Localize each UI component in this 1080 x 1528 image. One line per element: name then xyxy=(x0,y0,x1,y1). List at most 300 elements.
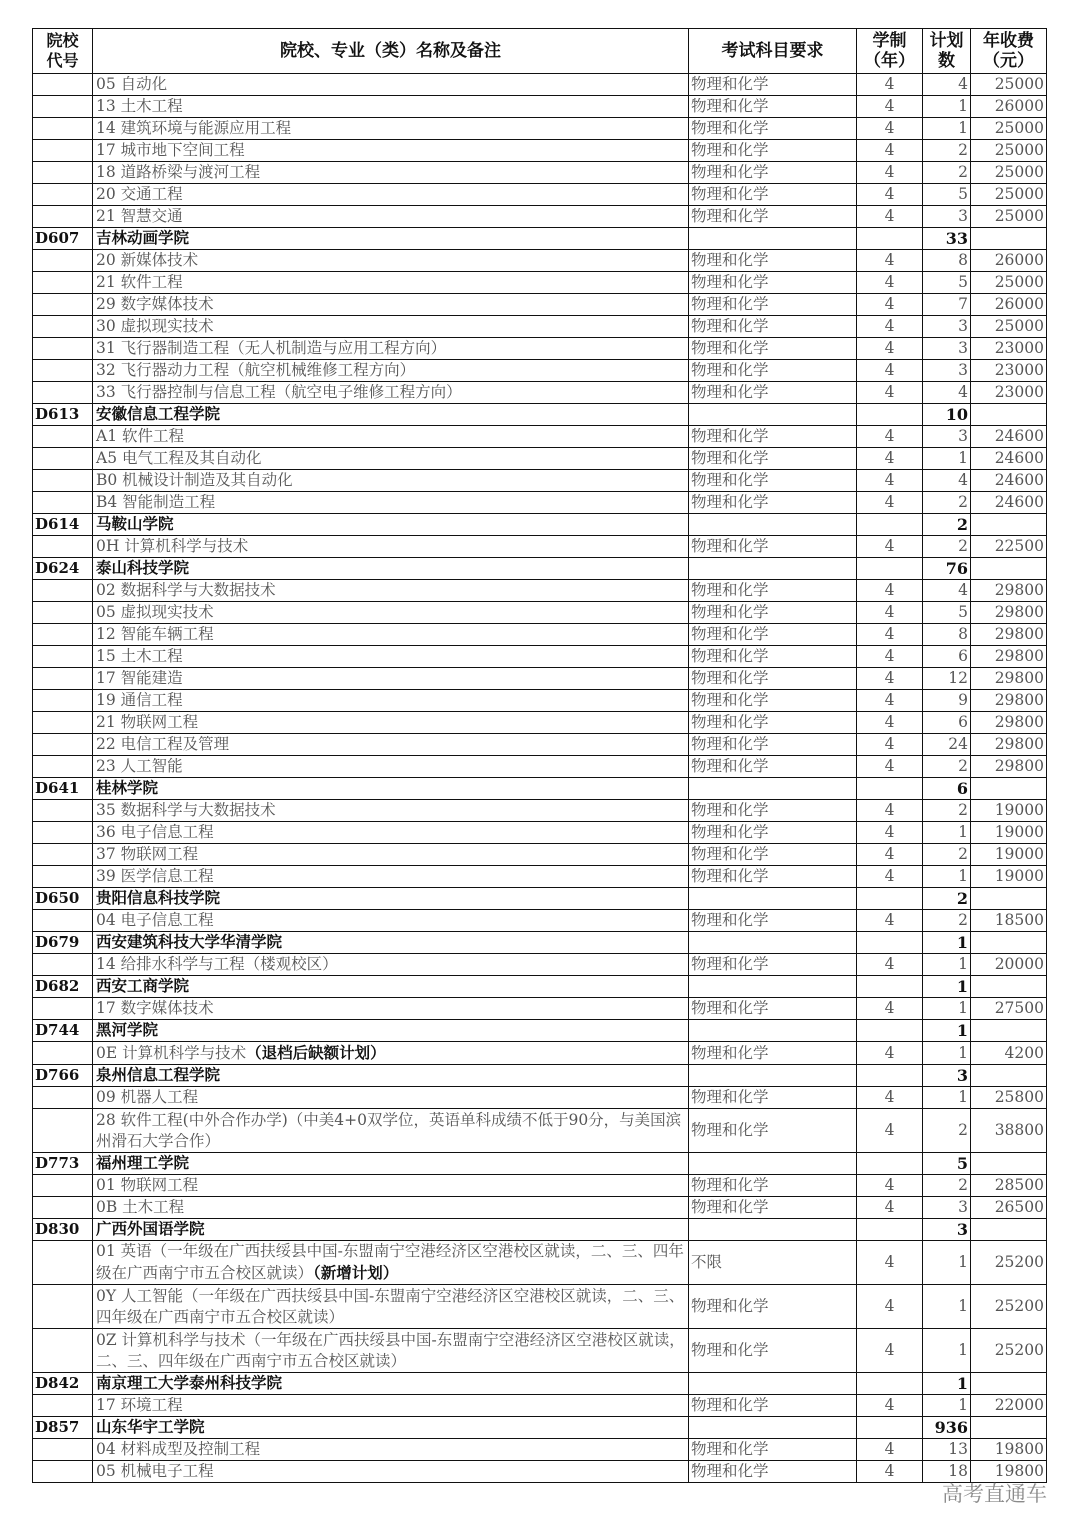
major-name: 39 医学信息工程 xyxy=(96,867,214,885)
school-name-cell xyxy=(93,1020,689,1042)
duration-cell: 4 xyxy=(857,184,923,206)
major-name: 20 新媒体技术 xyxy=(96,251,199,269)
major-name: 23 人工智能 xyxy=(96,757,183,775)
school-row xyxy=(33,404,1047,426)
school-code-cell: D842 xyxy=(33,1373,93,1395)
duration-cell: 4 xyxy=(857,448,923,470)
school-code-cell xyxy=(33,338,93,360)
exam-subject-cell xyxy=(689,558,857,580)
plan-count-cell: 1 xyxy=(923,1373,971,1395)
school-row xyxy=(33,778,1047,800)
plan-count-cell: 33 xyxy=(923,228,971,250)
exam-subject-cell: 物理和化学 xyxy=(689,1461,857,1483)
exam-subject-cell: 物理和化学 xyxy=(689,272,857,294)
school-name-cell xyxy=(93,1065,689,1087)
major-name-cell xyxy=(93,1395,689,1417)
annual-fee-cell: 29800 xyxy=(971,756,1047,778)
exam-subject-cell xyxy=(689,1417,857,1439)
major-name-cell xyxy=(93,536,689,558)
major-row xyxy=(33,74,1047,96)
duration-cell: 4 xyxy=(857,866,923,888)
annual-fee-cell xyxy=(971,1219,1047,1241)
annual-fee-cell: 27500 xyxy=(971,998,1047,1020)
duration-cell: 4 xyxy=(857,822,923,844)
school-code-cell xyxy=(33,734,93,756)
annual-fee-cell: 28500 xyxy=(971,1175,1047,1197)
plan-count-cell: 3 xyxy=(923,338,971,360)
exam-subject-cell xyxy=(689,1153,857,1175)
major-name: 28 软件工程(中外合作办学)（中美4+0双学位，英语单科成绩不低于90分，与美国滨州滑石大学合作） xyxy=(96,1110,682,1150)
major-name: 21 物联网工程 xyxy=(96,713,199,731)
plan-count-cell: 1 xyxy=(923,1285,971,1329)
major-name: 30 虚拟现实技术 xyxy=(96,317,214,335)
annual-fee-cell: 25000 xyxy=(971,118,1047,140)
plan-count-cell: 1 xyxy=(923,998,971,1020)
plan-count-cell: 1 xyxy=(923,954,971,976)
annual-fee-cell: 38800 xyxy=(971,1109,1047,1153)
major-name: A1 软件工程 xyxy=(96,427,184,445)
duration-cell: 4 xyxy=(857,250,923,272)
exam-subject-cell: 物理和化学 xyxy=(689,756,857,778)
major-row xyxy=(33,1042,1047,1065)
major-name: B4 智能制造工程 xyxy=(96,493,216,511)
major-row xyxy=(33,624,1047,646)
school-row xyxy=(33,1020,1047,1042)
plan-count-cell: 5 xyxy=(923,602,971,624)
school-code-cell: D857 xyxy=(33,1417,93,1439)
annual-fee-cell: 19800 xyxy=(971,1439,1047,1461)
duration-cell: 4 xyxy=(857,118,923,140)
school-code-cell xyxy=(33,1197,93,1219)
annual-fee-cell: 19000 xyxy=(971,800,1047,822)
duration-cell xyxy=(857,888,923,910)
duration-cell: 4 xyxy=(857,602,923,624)
plan-count-cell: 1 xyxy=(923,1329,971,1373)
major-row xyxy=(33,1087,1047,1109)
school-code-cell xyxy=(33,382,93,404)
duration-cell: 4 xyxy=(857,1109,923,1153)
school-name: 西安工商学院 xyxy=(96,977,190,995)
duration-cell: 4 xyxy=(857,360,923,382)
major-row xyxy=(33,338,1047,360)
school-code-cell: D830 xyxy=(33,1219,93,1241)
major-row xyxy=(33,1395,1047,1417)
major-name-cell xyxy=(93,624,689,646)
school-name: 山东华宇工学院 xyxy=(96,1418,205,1436)
major-name-cell xyxy=(93,96,689,118)
major-name: 09 机器人工程 xyxy=(96,1088,199,1106)
major-name: 14 给排水科学与工程（楼观校区） xyxy=(96,955,338,973)
plan-count-cell: 2 xyxy=(923,1109,971,1153)
annual-fee-cell: 29800 xyxy=(971,712,1047,734)
plan-count-cell: 2 xyxy=(923,910,971,932)
exam-subject-cell: 物理和化学 xyxy=(689,448,857,470)
school-code-cell xyxy=(33,580,93,602)
exam-subject-cell xyxy=(689,888,857,910)
plan-count-cell: 3 xyxy=(923,1065,971,1087)
school-row xyxy=(33,888,1047,910)
annual-fee-cell xyxy=(971,558,1047,580)
major-row xyxy=(33,844,1047,866)
school-row xyxy=(33,514,1047,536)
school-code-cell xyxy=(33,206,93,228)
school-row xyxy=(33,932,1047,954)
annual-fee-cell: 25000 xyxy=(971,316,1047,338)
school-name: 西安建筑科技大学华清学院 xyxy=(96,933,283,951)
major-name: 12 智能车辆工程 xyxy=(96,625,214,643)
duration-cell: 4 xyxy=(857,536,923,558)
school-code-cell xyxy=(33,74,93,96)
school-code-cell xyxy=(33,426,93,448)
major-row xyxy=(33,1329,1047,1373)
major-name: 05 自动化 xyxy=(96,75,168,93)
school-code-cell xyxy=(33,1175,93,1197)
annual-fee-cell: 25000 xyxy=(971,206,1047,228)
duration-cell: 4 xyxy=(857,162,923,184)
major-name: 33 飞行器控制与信息工程（航空电子维修工程方向） xyxy=(96,383,462,401)
major-row xyxy=(33,206,1047,228)
major-name-cell xyxy=(93,712,689,734)
school-code-cell xyxy=(33,1285,93,1329)
annual-fee-cell: 26500 xyxy=(971,1197,1047,1219)
school-code-cell xyxy=(33,1087,93,1109)
duration-cell: 4 xyxy=(857,1285,923,1329)
exam-subject-cell: 物理和化学 xyxy=(689,602,857,624)
duration-cell: 4 xyxy=(857,954,923,976)
major-name-cell xyxy=(93,426,689,448)
exam-subject-cell: 物理和化学 xyxy=(689,294,857,316)
major-row xyxy=(33,492,1047,514)
plan-count-cell: 2 xyxy=(923,756,971,778)
major-name-cell xyxy=(93,118,689,140)
major-name-cell xyxy=(93,470,689,492)
duration-cell: 4 xyxy=(857,470,923,492)
duration-cell: 4 xyxy=(857,624,923,646)
major-row xyxy=(33,118,1047,140)
major-name-cell xyxy=(93,140,689,162)
exam-subject-cell xyxy=(689,778,857,800)
major-name-cell xyxy=(93,382,689,404)
annual-fee-cell: 22500 xyxy=(971,536,1047,558)
plan-count-cell: 4 xyxy=(923,470,971,492)
major-name: 35 数据科学与大数据技术 xyxy=(96,801,276,819)
annual-fee-cell xyxy=(971,1417,1047,1439)
school-name-cell xyxy=(93,1373,689,1395)
plan-count-cell: 1 xyxy=(923,1020,971,1042)
major-row xyxy=(33,712,1047,734)
duration-cell xyxy=(857,1153,923,1175)
duration-cell: 4 xyxy=(857,756,923,778)
major-row xyxy=(33,646,1047,668)
plan-count-cell: 6 xyxy=(923,712,971,734)
major-row xyxy=(33,800,1047,822)
school-code-cell xyxy=(33,866,93,888)
duration-cell: 4 xyxy=(857,272,923,294)
school-code-cell: D679 xyxy=(33,932,93,954)
exam-subject-cell xyxy=(689,514,857,536)
annual-fee-cell: 24600 xyxy=(971,426,1047,448)
major-row xyxy=(33,316,1047,338)
annual-fee-cell: 26000 xyxy=(971,96,1047,118)
duration-cell: 4 xyxy=(857,1395,923,1417)
table-header-row xyxy=(33,29,1047,74)
duration-cell: 4 xyxy=(857,316,923,338)
school-code-cell xyxy=(33,184,93,206)
major-name: 31 飞行器制造工程（无人机制造与应用工程方向） xyxy=(96,339,447,357)
school-code-cell: D744 xyxy=(33,1020,93,1042)
exam-subject-cell: 物理和化学 xyxy=(689,426,857,448)
exam-subject-cell: 物理和化学 xyxy=(689,338,857,360)
header-duration-years: 学制 （年） xyxy=(857,29,923,74)
duration-cell xyxy=(857,1373,923,1395)
duration-cell: 4 xyxy=(857,1087,923,1109)
plan-count-cell: 5 xyxy=(923,1153,971,1175)
plan-count-cell: 1 xyxy=(923,1241,971,1285)
table-body xyxy=(33,74,1047,1483)
annual-fee-cell: 23000 xyxy=(971,360,1047,382)
duration-cell: 4 xyxy=(857,1175,923,1197)
duration-cell: 4 xyxy=(857,844,923,866)
major-name-cell xyxy=(93,866,689,888)
major-name: 32 飞行器动力工程（航空机械维修工程方向） xyxy=(96,361,416,379)
exam-subject-cell: 物理和化学 xyxy=(689,1175,857,1197)
exam-subject-cell: 物理和化学 xyxy=(689,624,857,646)
header-annual-fee: 年收费 （元） xyxy=(971,29,1047,74)
major-row xyxy=(33,250,1047,272)
exam-subject-cell: 物理和化学 xyxy=(689,140,857,162)
major-name-cell xyxy=(93,998,689,1020)
annual-fee-cell: 25200 xyxy=(971,1241,1047,1285)
duration-cell xyxy=(857,404,923,426)
major-name: 0Y 人工智能（一年级在广西扶绥县中国-东盟南宁空港经济区空港校区就读，二、三、四年级在广西南宁市五合校区就读） xyxy=(96,1286,685,1326)
school-name-cell xyxy=(93,976,689,998)
duration-cell xyxy=(857,932,923,954)
major-row xyxy=(33,690,1047,712)
exam-subject-cell xyxy=(689,1373,857,1395)
major-name: 17 数字媒体技术 xyxy=(96,999,214,1017)
duration-cell: 4 xyxy=(857,1241,923,1285)
school-code-cell: D650 xyxy=(33,888,93,910)
plan-count-cell: 3 xyxy=(923,316,971,338)
exam-subject-cell: 物理和化学 xyxy=(689,96,857,118)
major-name-cell xyxy=(93,492,689,514)
annual-fee-cell: 24600 xyxy=(971,448,1047,470)
exam-subject-cell: 物理和化学 xyxy=(689,1042,857,1065)
school-code-cell xyxy=(33,470,93,492)
plan-count-cell: 1 xyxy=(923,1395,971,1417)
major-row xyxy=(33,1109,1047,1153)
major-name-cell xyxy=(93,1439,689,1461)
major-name-cell xyxy=(93,338,689,360)
plan-count-cell: 6 xyxy=(923,778,971,800)
school-name: 泰山科技学院 xyxy=(96,559,190,577)
major-name-cell xyxy=(93,1109,689,1153)
exam-subject-cell: 物理和化学 xyxy=(689,954,857,976)
plan-count-cell: 8 xyxy=(923,624,971,646)
plan-count-cell: 12 xyxy=(923,668,971,690)
major-row xyxy=(33,470,1047,492)
exam-subject-cell: 物理和化学 xyxy=(689,360,857,382)
major-row xyxy=(33,1461,1047,1483)
major-row xyxy=(33,580,1047,602)
major-name: 21 软件工程 xyxy=(96,273,183,291)
school-code-cell xyxy=(33,602,93,624)
annual-fee-cell: 19800 xyxy=(971,1461,1047,1483)
school-code-cell xyxy=(33,954,93,976)
exam-subject-cell xyxy=(689,932,857,954)
major-row xyxy=(33,910,1047,932)
major-name: 0H 计算机科学与技术 xyxy=(96,537,249,555)
plan-count-cell: 4 xyxy=(923,382,971,404)
plan-count-cell: 1 xyxy=(923,118,971,140)
school-name-cell xyxy=(93,1153,689,1175)
annual-fee-cell: 20000 xyxy=(971,954,1047,976)
annual-fee-cell: 19000 xyxy=(971,822,1047,844)
annual-fee-cell: 19000 xyxy=(971,866,1047,888)
major-name: 20 交通工程 xyxy=(96,185,183,203)
major-name: 01 物联网工程 xyxy=(96,1176,199,1194)
school-code-cell xyxy=(33,1042,93,1065)
plan-count-cell: 1 xyxy=(923,96,971,118)
major-name-cell xyxy=(93,206,689,228)
exam-subject-cell: 物理和化学 xyxy=(689,998,857,1020)
major-name: 04 材料成型及控制工程 xyxy=(96,1440,261,1458)
major-row xyxy=(33,822,1047,844)
annual-fee-cell xyxy=(971,228,1047,250)
exam-subject-cell: 物理和化学 xyxy=(689,910,857,932)
school-code-cell xyxy=(33,844,93,866)
major-name-cell xyxy=(93,1329,689,1373)
school-name: 福州理工学院 xyxy=(96,1154,190,1172)
school-row xyxy=(33,1065,1047,1087)
major-row xyxy=(33,954,1047,976)
exam-subject-cell xyxy=(689,1020,857,1042)
school-name-cell xyxy=(93,1219,689,1241)
school-code-cell xyxy=(33,646,93,668)
plan-count-cell: 6 xyxy=(923,646,971,668)
exam-subject-cell: 物理和化学 xyxy=(689,844,857,866)
major-name: 13 土木工程 xyxy=(96,97,183,115)
plan-count-cell: 2 xyxy=(923,536,971,558)
header-school-code: 院校 代号 xyxy=(33,29,93,74)
major-name-cell xyxy=(93,360,689,382)
annual-fee-cell xyxy=(971,778,1047,800)
exam-subject-cell: 物理和化学 xyxy=(689,162,857,184)
duration-cell xyxy=(857,514,923,536)
exam-subject-cell: 物理和化学 xyxy=(689,382,857,404)
major-name-cell xyxy=(93,448,689,470)
school-row xyxy=(33,558,1047,580)
plan-count-cell: 2 xyxy=(923,888,971,910)
annual-fee-cell: 4200 xyxy=(971,1042,1047,1065)
school-code-cell: D773 xyxy=(33,1153,93,1175)
plan-count-cell: 18 xyxy=(923,1461,971,1483)
major-name: 37 物联网工程 xyxy=(96,845,199,863)
duration-cell xyxy=(857,558,923,580)
school-row xyxy=(33,1153,1047,1175)
annual-fee-cell: 24600 xyxy=(971,492,1047,514)
major-row xyxy=(33,1241,1047,1285)
major-name: 17 环境工程 xyxy=(96,1396,183,1414)
plan-count-cell: 8 xyxy=(923,250,971,272)
exam-subject-cell xyxy=(689,404,857,426)
annual-fee-cell: 29800 xyxy=(971,734,1047,756)
exam-subject-cell: 物理和化学 xyxy=(689,822,857,844)
school-row xyxy=(33,228,1047,250)
annual-fee-cell: 18500 xyxy=(971,910,1047,932)
plan-count-cell: 7 xyxy=(923,294,971,316)
duration-cell xyxy=(857,1417,923,1439)
school-name-cell xyxy=(93,514,689,536)
school-name: 广西外国语学院 xyxy=(96,1220,205,1238)
duration-cell xyxy=(857,228,923,250)
exam-subject-cell: 物理和化学 xyxy=(689,1329,857,1373)
school-code-cell xyxy=(33,822,93,844)
annual-fee-cell xyxy=(971,1153,1047,1175)
school-code-cell xyxy=(33,96,93,118)
school-code-cell: D624 xyxy=(33,558,93,580)
exam-subject-cell: 物理和化学 xyxy=(689,536,857,558)
school-code-cell xyxy=(33,800,93,822)
school-code-cell xyxy=(33,118,93,140)
major-name-cell xyxy=(93,734,689,756)
school-code-cell: D766 xyxy=(33,1065,93,1087)
duration-cell: 4 xyxy=(857,910,923,932)
school-code-cell xyxy=(33,294,93,316)
major-name: 17 城市地下空间工程 xyxy=(96,141,245,159)
exam-subject-cell: 物理和化学 xyxy=(689,866,857,888)
plan-count-cell: 4 xyxy=(923,74,971,96)
annual-fee-cell: 23000 xyxy=(971,338,1047,360)
school-code-cell xyxy=(33,140,93,162)
plan-count-cell: 2 xyxy=(923,800,971,822)
major-name: 36 电子信息工程 xyxy=(96,823,214,841)
major-row xyxy=(33,602,1047,624)
school-name-cell xyxy=(93,228,689,250)
major-name-cell xyxy=(93,910,689,932)
school-name: 马鞍山学院 xyxy=(96,515,174,533)
exam-subject-cell xyxy=(689,976,857,998)
annual-fee-cell: 29800 xyxy=(971,690,1047,712)
major-name: A5 电气工程及其自动化 xyxy=(96,449,262,467)
major-name-cell xyxy=(93,690,689,712)
exam-subject-cell: 物理和化学 xyxy=(689,316,857,338)
major-name: 05 虚拟现实技术 xyxy=(96,603,214,621)
major-name-cell xyxy=(93,1087,689,1109)
plan-count-cell: 2 xyxy=(923,140,971,162)
annual-fee-cell xyxy=(971,976,1047,998)
major-row xyxy=(33,162,1047,184)
exam-subject-cell: 物理和化学 xyxy=(689,690,857,712)
duration-cell: 4 xyxy=(857,734,923,756)
exam-subject-cell: 不限 xyxy=(689,1241,857,1285)
header-exam-subjects: 考试科目要求 xyxy=(689,29,857,74)
school-code-cell xyxy=(33,712,93,734)
duration-cell: 4 xyxy=(857,668,923,690)
plan-count-cell: 4 xyxy=(923,580,971,602)
school-name: 贵阳信息科技学院 xyxy=(96,889,221,907)
duration-cell: 4 xyxy=(857,294,923,316)
duration-cell xyxy=(857,1020,923,1042)
annual-fee-cell xyxy=(971,1020,1047,1042)
major-name-cell xyxy=(93,294,689,316)
exam-subject-cell: 物理和化学 xyxy=(689,1395,857,1417)
duration-cell: 4 xyxy=(857,426,923,448)
exam-subject-cell: 物理和化学 xyxy=(689,580,857,602)
annual-fee-cell xyxy=(971,1373,1047,1395)
major-row xyxy=(33,998,1047,1020)
major-name: 22 电信工程及管理 xyxy=(96,735,230,753)
